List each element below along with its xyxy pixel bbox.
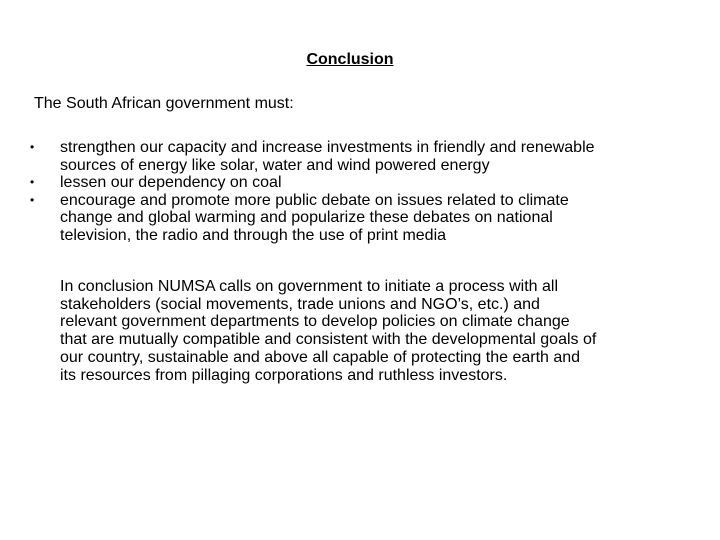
- conclusion-line: its resources from pillaging corporations and ruthless investors.: [60, 366, 508, 384]
- conclusion-line: relevant government departments to develop policies on climate change: [60, 313, 570, 331]
- conclusion-line: that are mutually compatible and consistent with the developmental goals of: [60, 331, 597, 349]
- conclusion-line: our country, sustainable and above all capable of protecting the earth and: [60, 348, 581, 366]
- intro-text: The South African government must:: [34, 95, 294, 112]
- conclusion-line: stakeholders (social movements, trade unions and NGO’s, etc.) and: [60, 295, 540, 313]
- bullet-text-line: lessen our dependency on coal: [60, 174, 282, 191]
- conclusion-line: In conclusion NUMSA calls on government to initiate a process with all: [60, 278, 559, 295]
- bullet-item: [30, 139, 670, 174]
- bullet-text-line: change and global warming and popularize these debates on national: [60, 209, 553, 226]
- conclusion-paragraph: [60, 278, 680, 384]
- bullet-item: [30, 174, 670, 192]
- bullet-list: [30, 139, 670, 244]
- bullet-item: [30, 192, 670, 245]
- bullet-text-line: strengthen our capacity and increase investments in friendly and renewable: [60, 139, 595, 156]
- slide-title: Conclusion: [306, 51, 394, 68]
- bullet-text-line: sources of energy like solar, water and wind powered energy: [60, 156, 490, 174]
- bullet-text-line: television, the radio and through the use of print media: [60, 226, 447, 244]
- bullet-icon: •: [30, 140, 35, 154]
- bullet-icon: •: [30, 192, 35, 207]
- bullet-text-line: encourage and promote more public debate on issues related to climate: [60, 191, 569, 209]
- bullet-icon: •: [30, 175, 35, 189]
